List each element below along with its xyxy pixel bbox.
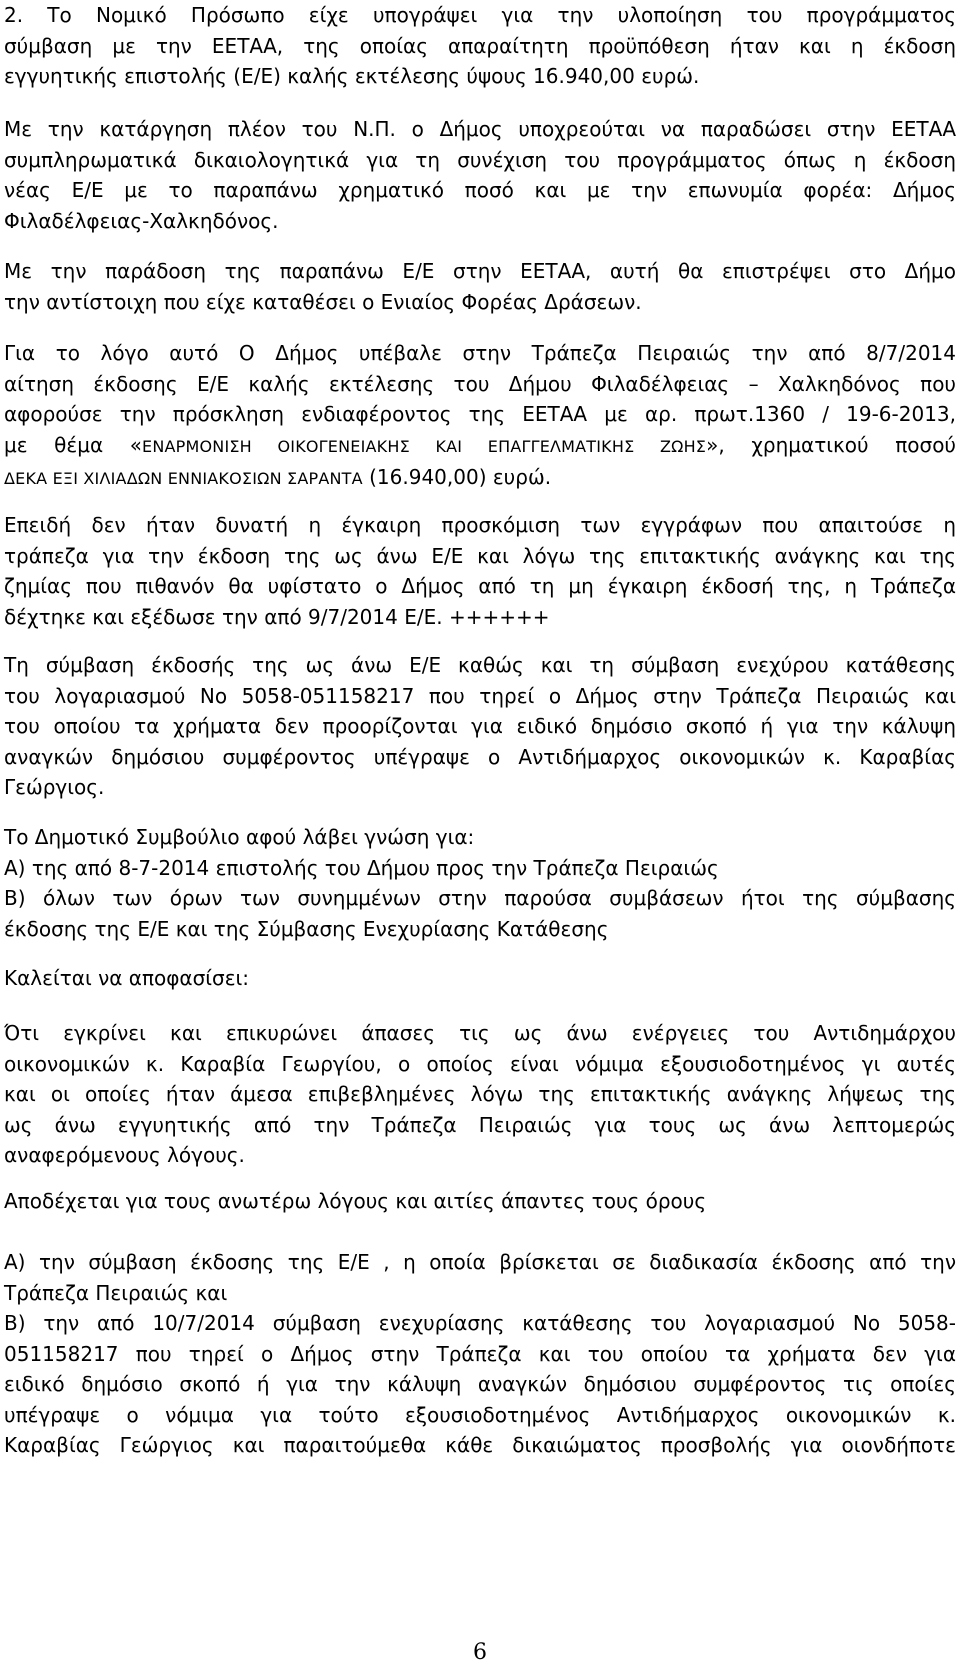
text-line: υπέγραψε ο νόμιμα για τούτο εξουσιοδοτημένος Αντιδήμαρχος οικονομικών κ. <box>4 1402 956 1427</box>
paragraph-council-notice <box>4 822 956 944</box>
text-line: τράπεζα για την έκδοση της ως άνω Ε/Ε και λόγω της επιτακτικής ανάγκης και της <box>4 543 956 568</box>
text-line: συμπληρωματικά δικαιολογητικά για τη συνέχιση του προγράμματος όπως η έκδοση <box>4 147 956 172</box>
text-line: Επειδή δεν ήταν δυνατή η έγκαιρη προσκόμιση των εγγράφων που απαιτούσε η <box>4 513 956 537</box>
text-line: ως άνω εγγυητικής από την Τράπεζα Πειραιώς για τους ως άνω λεπτομερώς <box>4 1112 956 1137</box>
text-line: αίτηση έκδοσης Ε/Ε καλής εκτέλεσης του Δήμου Φιλαδέλφειας – Χαλκηδόνος που <box>4 371 956 396</box>
paragraph-urgency <box>4 510 956 632</box>
page-number: 6 <box>473 1640 487 1665</box>
paragraph-accepts-terms <box>4 1186 956 1217</box>
amount-in-figures: (16.940,00) ευρώ. <box>362 465 552 489</box>
amount-in-words: ΔΕΚΑ ΕΞΙ ΧΙΛΙΑΔΩΝ ΕΝΝΙΑΚΟΣΙΩΝ ΣΑΡΑΝΤΑ <box>4 469 363 488</box>
text-line: του οποίου τα χρήματα δεν προορίζονται για ειδικό δημόσιο σκοπό ή για την κάλυψη <box>4 714 956 738</box>
text-line: αφορούσε την πρόσκληση ενδιαφέροντος της ΕΕΤΑΑ με αρ. πρωτ.1360 / 19-6-2013, <box>4 402 956 426</box>
text-line: Με την κατάργηση πλέον του Ν.Π. ο Δήμος υποχρεούται να παραδώσει στην ΕΕΤΑΑ <box>4 117 956 141</box>
text-line: και οι οποίες ήταν άμεσα επιβεβλημένες λόγω της επιτακτικής ανάγκης λήψεως της <box>4 1082 956 1106</box>
text-line: ειδικό δημόσιο σκοπό ή για την κάλυψη αναγκών δημόσιου συμφέροντος τις οποίες <box>4 1372 956 1396</box>
text-line: έκδοσης της Ε/Ε και της Σύμβασης Ενεχυρίασης Κατάθεσης <box>4 916 609 941</box>
text-line: νέας Ε/Ε με το παραπάνω χρηματικό ποσό και με την επωνυμία φορέα: Δήμος <box>4 178 956 202</box>
text-line: Β) όλων των όρων των συνημμένων στην παρούσα συμβάσεων ήτοι της σύμβασης <box>4 886 956 910</box>
program-topic: ΕΝΑΡΜΟΝΙΣΗ ΟΙΚΟΓΕΝΕΙΑΚΗΣ ΚΑΙ ΕΠΑΓΓΕΛΜΑΤΙΚΗΣ ΖΩΗΣ <box>142 436 707 456</box>
text-line: Καραβίας Γεώργιος και παραιτούμεθα κάθε δικαιώματος προσβολής για οιονδήποτε <box>4 1433 956 1457</box>
text-line: ζημίας που πιθανόν θα υφίστατο ο Δήμος από τη μη έγκαιρη έκδοσή της, η Τράπεζα <box>4 574 956 598</box>
text-line: σύμβαση με την ΕΕΤΑΑ, της οποίας απαραίτητη προϋπόθεση ήταν και η έκδοση <box>4 33 956 58</box>
text-line: Αποδέχεται για τους ανωτέρω λόγους και αιτίες άπαντες τους όρους <box>4 1189 707 1213</box>
text-line: Τη σύμβαση έκδοσής της ως άνω Ε/Ε καθώς και τη σύμβαση ενεχύρου κατάθεσης <box>4 653 956 677</box>
paragraph-approval <box>4 1018 956 1171</box>
text-line: αναγκών δημόσιου συμφέροντος υπέγραψε ο Αντιδήμαρχος οικονομικών κ. Καραβίας <box>4 744 956 769</box>
paragraph-delivery <box>4 256 956 317</box>
text-line: 2. Το Νομικό Πρόσωπο είχε υπογράψει για την υλοποίηση του προγράμματος <box>4 3 956 27</box>
text-line: Τράπεζα Πειραιώς και <box>4 1280 228 1305</box>
paragraph-called-to-decide <box>4 963 956 994</box>
text-line: εγγυητικής επιστολής (Ε/Ε) καλής εκτέλεσης ύψους 16.940,00 ευρώ. <box>4 64 700 88</box>
text-line: οικονομικών κ. Καραβία Γεωργίου, ο οποίος είναι νόμιμα εξουσιοδοτημένος γι αυτές <box>4 1051 956 1076</box>
text-line: Ότι εγκρίνει και επικυρώνει άπασες τις ως άνω ενέργειες του Αντιδημάρχου <box>4 1021 956 1045</box>
text-line: Α) την σύμβαση έκδοσης της Ε/Ε , η οποία βρίσκεται σε διαδικασία έκδοσης από την <box>4 1250 956 1274</box>
text-line: δέχτηκε και εξέδωσε την από 9/7/2014 Ε/Ε. ++++++ <box>4 604 550 629</box>
text-fragment: με θέμα « <box>4 432 143 457</box>
text-line: 051158217 που τηρεί ο Δήμος στην Τράπεζα και του οποίου τα χρήματα δεν για <box>4 1341 956 1366</box>
text-line: Το Δημοτικό Συμβούλιο αφού λάβει γνώση για: <box>4 825 475 849</box>
paragraph-application <box>4 338 956 495</box>
paragraph-abolition <box>4 114 956 236</box>
text-line: αναφερόμενους λόγους. <box>4 1143 245 1167</box>
text-line: του λογαριασμού Νο 5058-051158217 που τηρεί ο Δήμος στην Τράπεζα Πειραιώς και <box>4 683 956 708</box>
text-line: Με την παράδοση της παραπάνω Ε/Ε στην ΕΕΤΑΑ, αυτή θα επιστρέψει στο Δήμο <box>4 259 956 283</box>
text-line: Β) την από 10/7/2014 σύμβαση ενεχυρίασης κατάθεσης του λογαριασμού Νο 5058- <box>4 1311 956 1335</box>
text-line <box>4 430 956 463</box>
text-line: Φιλαδέλφειας-Χαλκηδόνος. <box>4 208 279 233</box>
paragraph-contracts-list <box>4 1247 956 1461</box>
text-line: την αντίστοιχη που είχε καταθέσει ο Ενιαίος Φορέας Δράσεων. <box>4 289 642 314</box>
paragraph-pledge-contract <box>4 650 956 803</box>
text-fragment: », χρηματικού ποσού <box>706 432 956 457</box>
text-line: Για το λόγο αυτό Ο Δήμος υπέβαλε στην Τράπεζα Πειραιώς την από 8/7/2014 <box>4 341 956 365</box>
paragraph-contract-eetaa <box>4 0 956 92</box>
text-line: Γεώργιος. <box>4 775 105 799</box>
text-line <box>4 462 956 495</box>
text-line: Α) της από 8-7-2014 επιστολής του Δήμου προς την Τράπεζα Πειραιώς <box>4 855 719 880</box>
text-line: Καλείται να αποφασίσει: <box>4 966 250 990</box>
